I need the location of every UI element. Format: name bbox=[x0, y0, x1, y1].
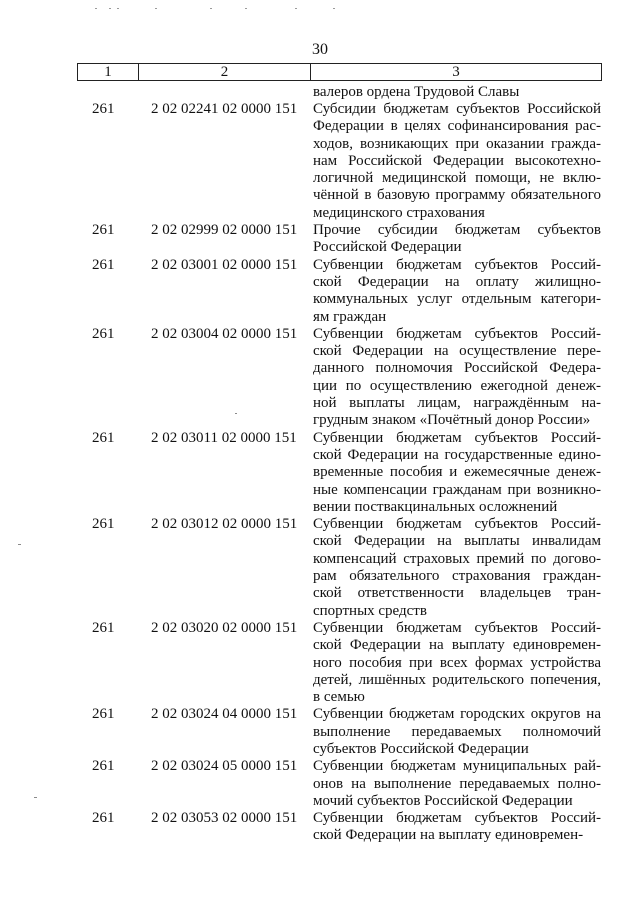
admin-code: 261 bbox=[92, 325, 115, 342]
description-line: ям граждан bbox=[313, 308, 387, 325]
budget-classification-code: 2 02 03020 02 0000 151 bbox=[151, 619, 298, 636]
admin-code: 261 bbox=[92, 810, 115, 827]
description-line: ской Федерации на выплаты инвалидам bbox=[313, 533, 601, 550]
column-header-1: 1 bbox=[78, 64, 139, 81]
description-line: ской Федерации на выплату единовремен- bbox=[313, 827, 584, 844]
description-line: временные пособия и ежемесячные денеж- bbox=[313, 464, 601, 481]
description-line: в семью bbox=[313, 689, 365, 706]
description-line: чённой в базовую программу обязательного bbox=[313, 187, 601, 204]
description-line: ской ответственности владельцев тран- bbox=[313, 585, 601, 602]
budget-classification-code: 2 02 02241 02 0000 151 bbox=[151, 101, 298, 117]
description-line: грудным знаком «Почётный донор России» bbox=[313, 412, 591, 429]
admin-code: 261 bbox=[92, 516, 115, 533]
page-number: 30 bbox=[312, 41, 328, 58]
income-description bbox=[313, 101, 601, 222]
description-line: Субвенции бюджетам субъектов Россий- bbox=[313, 810, 601, 827]
income-description bbox=[313, 430, 601, 516]
income-description bbox=[313, 516, 601, 620]
scan-artifact bbox=[95, 6, 335, 12]
table-row bbox=[0, 706, 640, 758]
column-header-2: 2 bbox=[139, 64, 311, 81]
table-row bbox=[0, 810, 640, 845]
description-line: Российской Федерации bbox=[313, 239, 462, 256]
description-line: Субвенции бюджетам городских округов на bbox=[313, 706, 601, 723]
income-description bbox=[313, 620, 601, 706]
description-line: медицинского страхования bbox=[313, 204, 485, 221]
description-line: ской Федерации на оплату жилищно- bbox=[313, 273, 601, 290]
description-line: ходов, возникающих при оказании гражда- bbox=[313, 135, 601, 152]
table-header bbox=[77, 63, 602, 81]
description-line: ции по осуществлению ежегодной денеж- bbox=[313, 377, 601, 394]
income-description bbox=[313, 706, 601, 758]
table-row bbox=[0, 758, 640, 810]
description-line: коммунальных услуг отдельным категори- bbox=[313, 291, 601, 308]
admin-code: 261 bbox=[92, 758, 115, 775]
budget-classification-code: 2 02 03011 02 0000 151 bbox=[151, 429, 297, 446]
table-row bbox=[0, 257, 640, 326]
column-header-3: 3 bbox=[311, 64, 602, 81]
budget-classification-code: 2 02 03012 02 0000 151 bbox=[151, 516, 298, 533]
description-line: рам обязательного страхования граждан- bbox=[313, 568, 601, 585]
description-line: Федерации в целях софинансирования рас- bbox=[313, 118, 601, 135]
budget-classification-code: 2 02 03004 02 0000 151 bbox=[151, 325, 298, 342]
budget-classification-code: 2 02 03024 05 0000 151 bbox=[151, 758, 298, 775]
description-line: нам Российской Федерации высокотехно- bbox=[313, 152, 601, 169]
income-description bbox=[313, 326, 601, 430]
description-line: спортных средств bbox=[313, 602, 427, 619]
description-line: ской Федерации на осуществление пере- bbox=[313, 343, 601, 360]
table-row bbox=[0, 101, 640, 222]
income-description bbox=[313, 222, 601, 257]
admin-code: 261 bbox=[92, 706, 115, 723]
description-line: детей, лишённых родительского попечения, bbox=[313, 671, 601, 688]
table-row bbox=[0, 516, 640, 620]
admin-code: 261 bbox=[92, 429, 115, 446]
description-line: субъектов Российской Федерации bbox=[313, 740, 529, 757]
income-description bbox=[313, 810, 601, 845]
admin-code: 261 bbox=[92, 256, 115, 273]
description-line: Субвенции бюджетам субъектов Россий- bbox=[313, 516, 601, 533]
admin-code: 261 bbox=[92, 222, 115, 239]
table-row bbox=[0, 326, 640, 430]
description-line: Субвенции бюджетам субъектов Россий- bbox=[313, 619, 601, 636]
budget-classification-code: 2 02 02999 02 0000 151 bbox=[151, 222, 298, 239]
table-row bbox=[0, 620, 640, 706]
description-line: Субвенции бюджетам субъектов Россий- bbox=[313, 325, 601, 342]
description-line: выполнение передаваемых полномочий bbox=[313, 723, 601, 740]
budget-classification-code: 2 02 03024 04 0000 151 bbox=[151, 706, 298, 723]
description-line: ной выплаты лицам, награждённым на- bbox=[313, 395, 601, 412]
description-line: Субвенции бюджетам муниципальных рай- bbox=[313, 758, 601, 775]
description-line: мочий субъектов Российской Федерации bbox=[313, 792, 573, 809]
budget-classification-code: 2 02 03053 02 0000 151 bbox=[151, 810, 298, 827]
table-row bbox=[0, 222, 640, 257]
income-description bbox=[313, 257, 601, 326]
table-body bbox=[0, 101, 640, 845]
admin-code: 261 bbox=[92, 101, 115, 117]
description-line: ской Федерации на государственные едино- bbox=[313, 446, 601, 463]
description-line: ской Федерации на выплату единовремен- bbox=[313, 637, 601, 654]
description-line: компенсаций страховых премий по догово- bbox=[313, 550, 601, 567]
description-line: Субсидии бюджетам субъектов Российской bbox=[313, 101, 601, 117]
description-line: Субвенции бюджетам субъектов Россий- bbox=[313, 429, 601, 446]
description-line: данного полномочия Российской Федера- bbox=[313, 360, 601, 377]
continued-description: валеров ордена Трудовой Славы bbox=[313, 84, 520, 100]
budget-classification-code: 2 02 03001 02 0000 151 bbox=[151, 256, 298, 273]
description-line: вении поствакцинальных осложнений bbox=[313, 498, 558, 515]
description-line: Субвенции бюджетам субъектов Россий- bbox=[313, 256, 601, 273]
admin-code: 261 bbox=[92, 619, 115, 636]
table-row bbox=[0, 430, 640, 516]
description-line: логичной медицинской помощи, не вклю- bbox=[313, 170, 601, 187]
description-line: онов на выполнение передаваемых полно- bbox=[313, 775, 601, 792]
description-line: ные компенсации гражданам при возникно- bbox=[313, 481, 601, 498]
description-line: Прочие субсидии бюджетам субъектов bbox=[313, 222, 601, 239]
income-description bbox=[313, 758, 601, 810]
description-line: ного пособия при всех формах устройства bbox=[313, 654, 601, 671]
